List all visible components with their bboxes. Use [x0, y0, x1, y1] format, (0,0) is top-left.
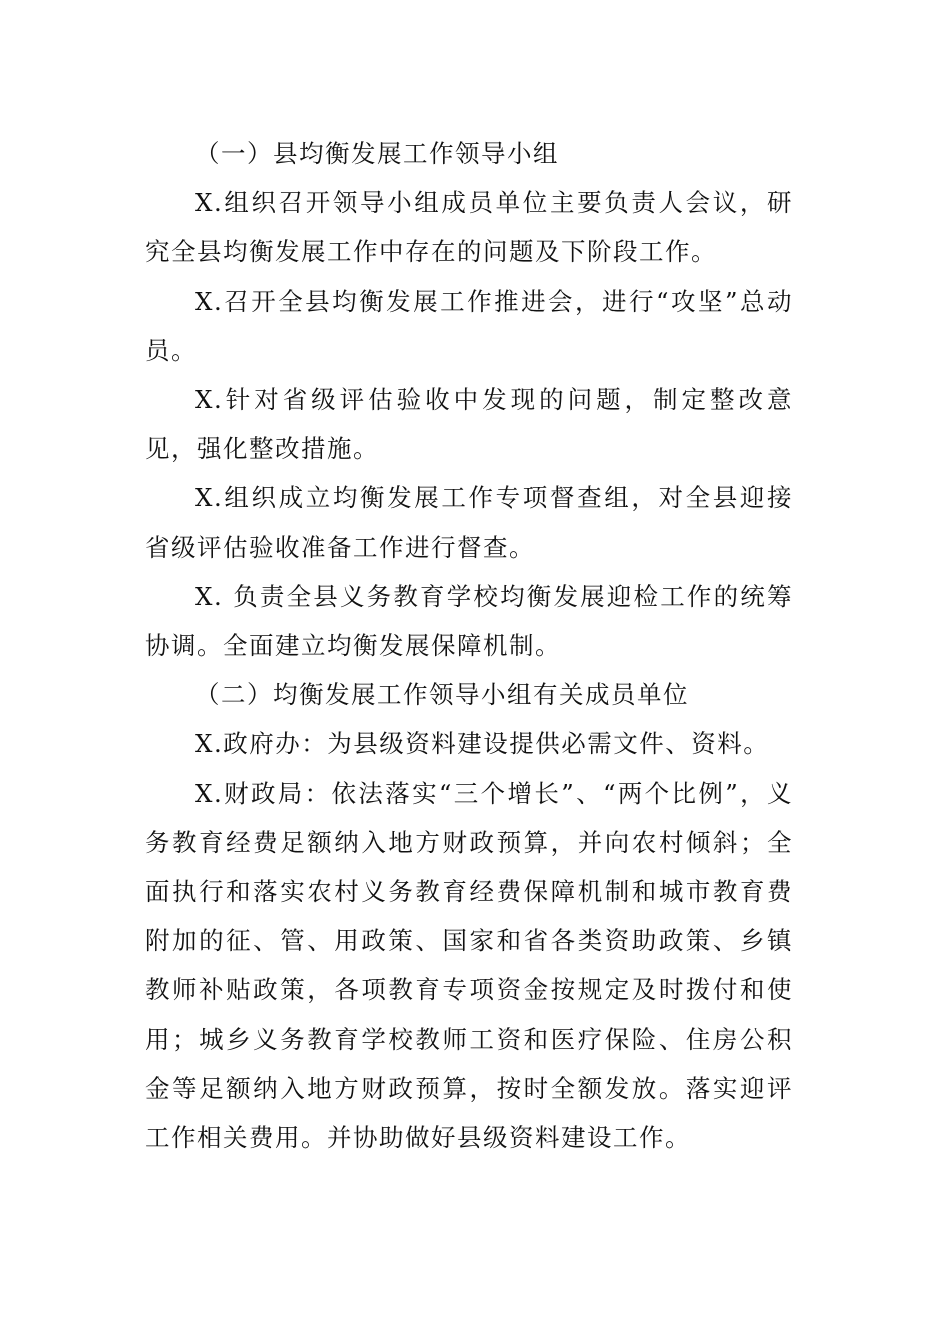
paragraph-item-1: X.组织召开领导小组成员单位主要负责人会议，研究全县均衡发展工作中存在的问题及下阶段工作。 — [145, 188, 793, 267]
paragraph-item-6: X.政府办：为县级资料建设提供必需文件、资料。 — [195, 729, 770, 759]
section-heading-1: （一）县均衡发展工作领导小组 — [195, 139, 559, 168]
paragraph-item-5: X. 负责全县义务教育学校均衡发展迎检工作的统筹协调。全面建立均衡发展保障机制。 — [145, 581, 793, 661]
document-body — [145, 129, 793, 1162]
paragraph-item-2: X.召开全县均衡发展工作推进会，进行“攻坚”总动员。 — [145, 286, 793, 365]
paragraph-item-3: X.针对省级评估验收中发现的问题，制定整改意见，强化整改措施。 — [145, 385, 793, 464]
paragraph-item-7: X.财政局：依法落实“三个增长”、“两个比例”，义务教育经费足额纳入地方财政预算，并向农村倾斜；全面执行和落实农村义务教育经费保障机制和城市教育费附加的征、管、用政策、国家和省各类资助政策、乡镇教师补贴政策，各项教育专项资金按规定及时拨付和使用；城乡义务教育学校教师工资和医疗保险、住房公积金等足额纳入地方财政预算，按时全额发放。落实迎评工作相关费用。并协助做好县级资料建设工作。 — [145, 778, 793, 1153]
section-heading-2: （二）均衡发展工作领导小组有关成员单位 — [195, 680, 689, 710]
paragraph-item-4: X.组织成立均衡发展工作专项督查组，对全县迎接省级评估验收准备工作进行督查。 — [145, 483, 793, 562]
